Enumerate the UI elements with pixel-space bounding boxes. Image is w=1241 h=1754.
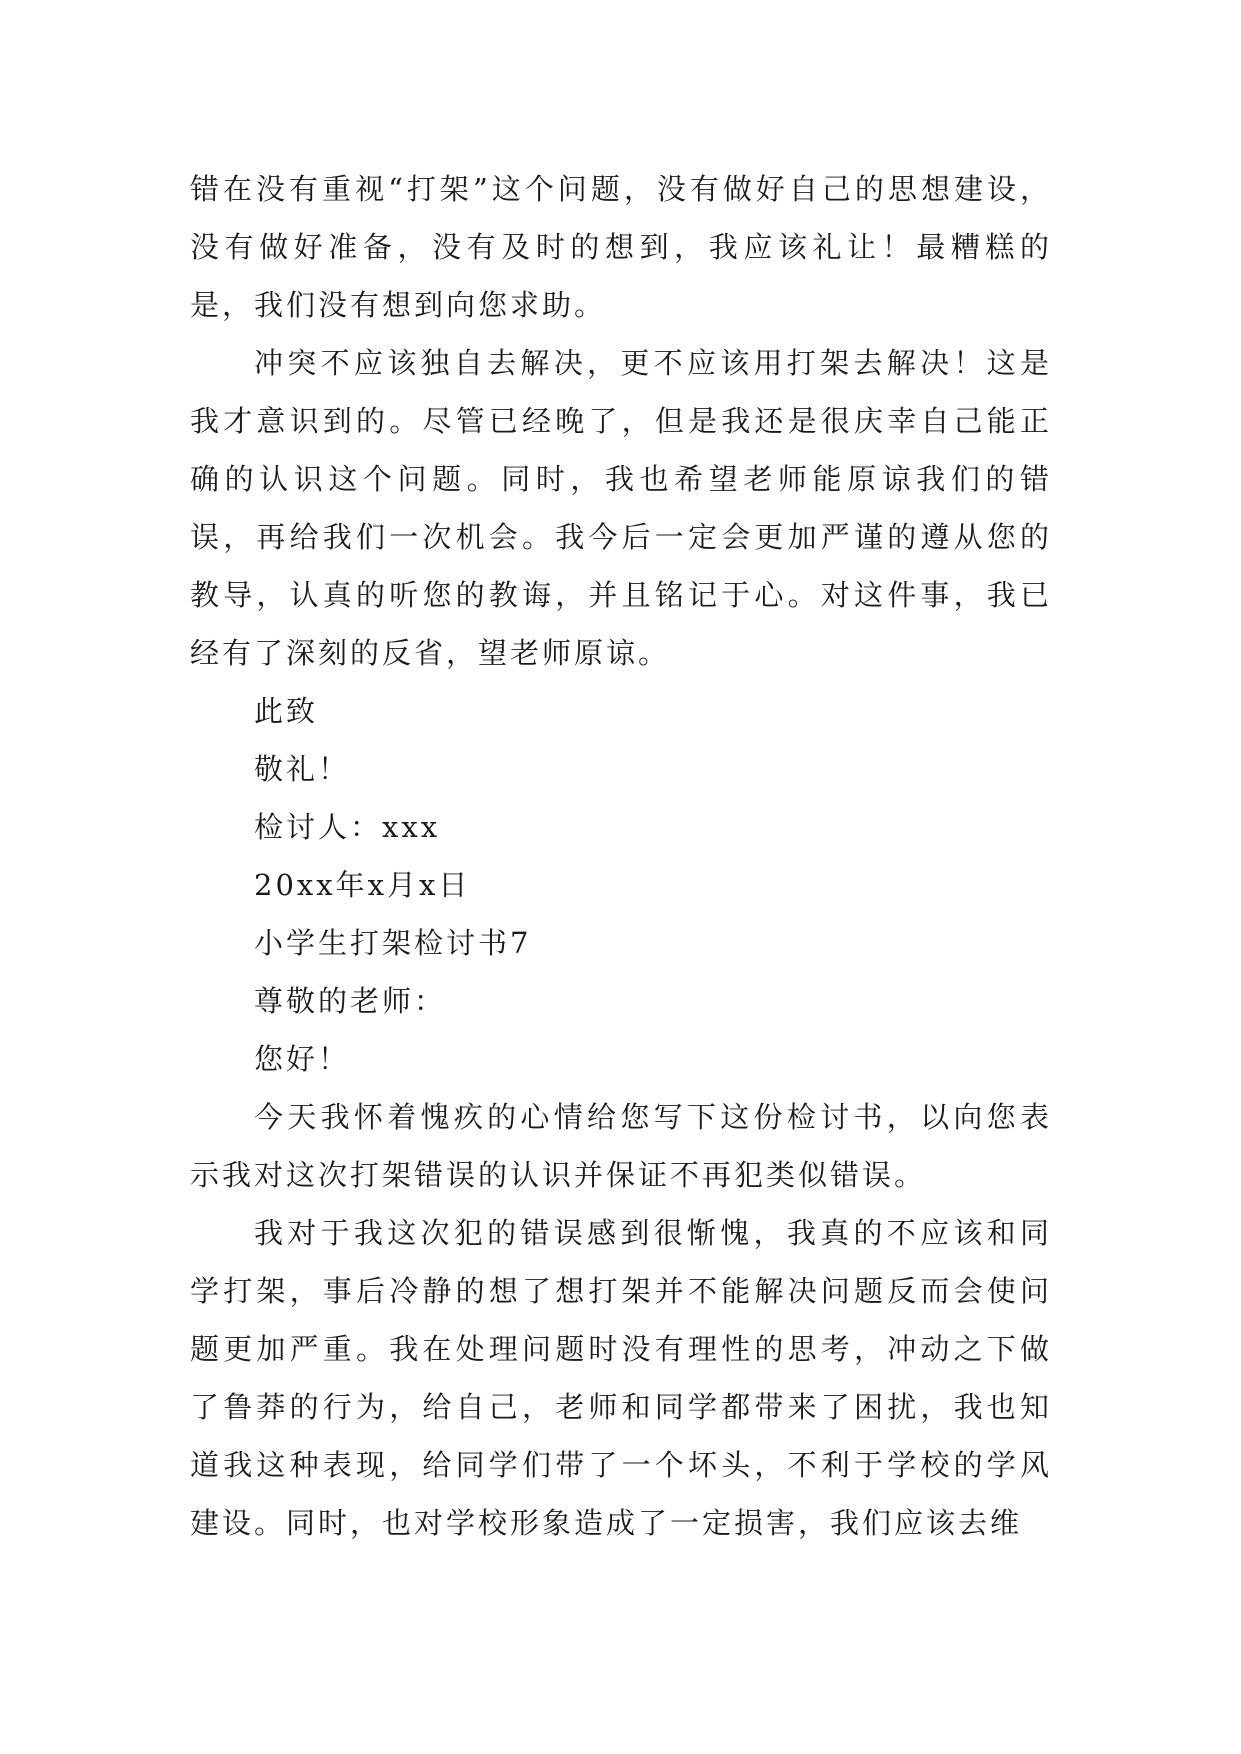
section-title: 小学生打架检讨书7 xyxy=(254,926,532,960)
paragraph-conflict: 冲突不应该独自去解决，更不应该用打架去解决！这是我才意识到的。尽管已经晚了，但是我还是很庆幸自己能正确的认识这个问题。同时，我也希望老师能原谅我们的错误，再给我们一次机会。我今后一定会更加严谨的遵从您的教导，认真的听您的教诲，并且铭记于心。对这件事，我已经有了深刻的反省，望老师原谅。 xyxy=(190,346,1052,670)
date: 20xx年x月x日 xyxy=(254,868,471,902)
greeting: 您好！ xyxy=(254,1042,351,1076)
signer: 检讨人：xxx xyxy=(254,810,441,844)
closing-salutation: 此致 xyxy=(254,694,319,728)
paragraph-intro: 今天我怀着愧疚的心情给您写下这份检讨书，以向您表示我对这次打架错误的认识并保证不再犯类似错误。 xyxy=(190,1100,1052,1192)
document-page xyxy=(190,160,1052,1552)
addressee: 尊敬的老师： xyxy=(254,984,447,1018)
paragraph-reflection: 我对于我这次犯的错误感到很惭愧，我真的不应该和同学打架，事后冷静的想了想打架并不能解决问题反而会使问题更加严重。我在处理问题时没有理性的思考，冲动之下做了鲁莽的行为，给自己，老师和同学都带来了困扰，我也知道我这种表现，给同学们带了一个坏头，不利于学校的学风建设。同时，也对学校形象造成了一定损害，我们应该去维 xyxy=(190,1216,1052,1540)
closing-regards: 敬礼！ xyxy=(254,752,351,786)
paragraph-continued: 错在没有重视“打架”这个问题，没有做好自己的思想建设，没有做好准备，没有及时的想到，我应该礼让！最糟糕的是，我们没有想到向您求助。 xyxy=(190,172,1052,322)
